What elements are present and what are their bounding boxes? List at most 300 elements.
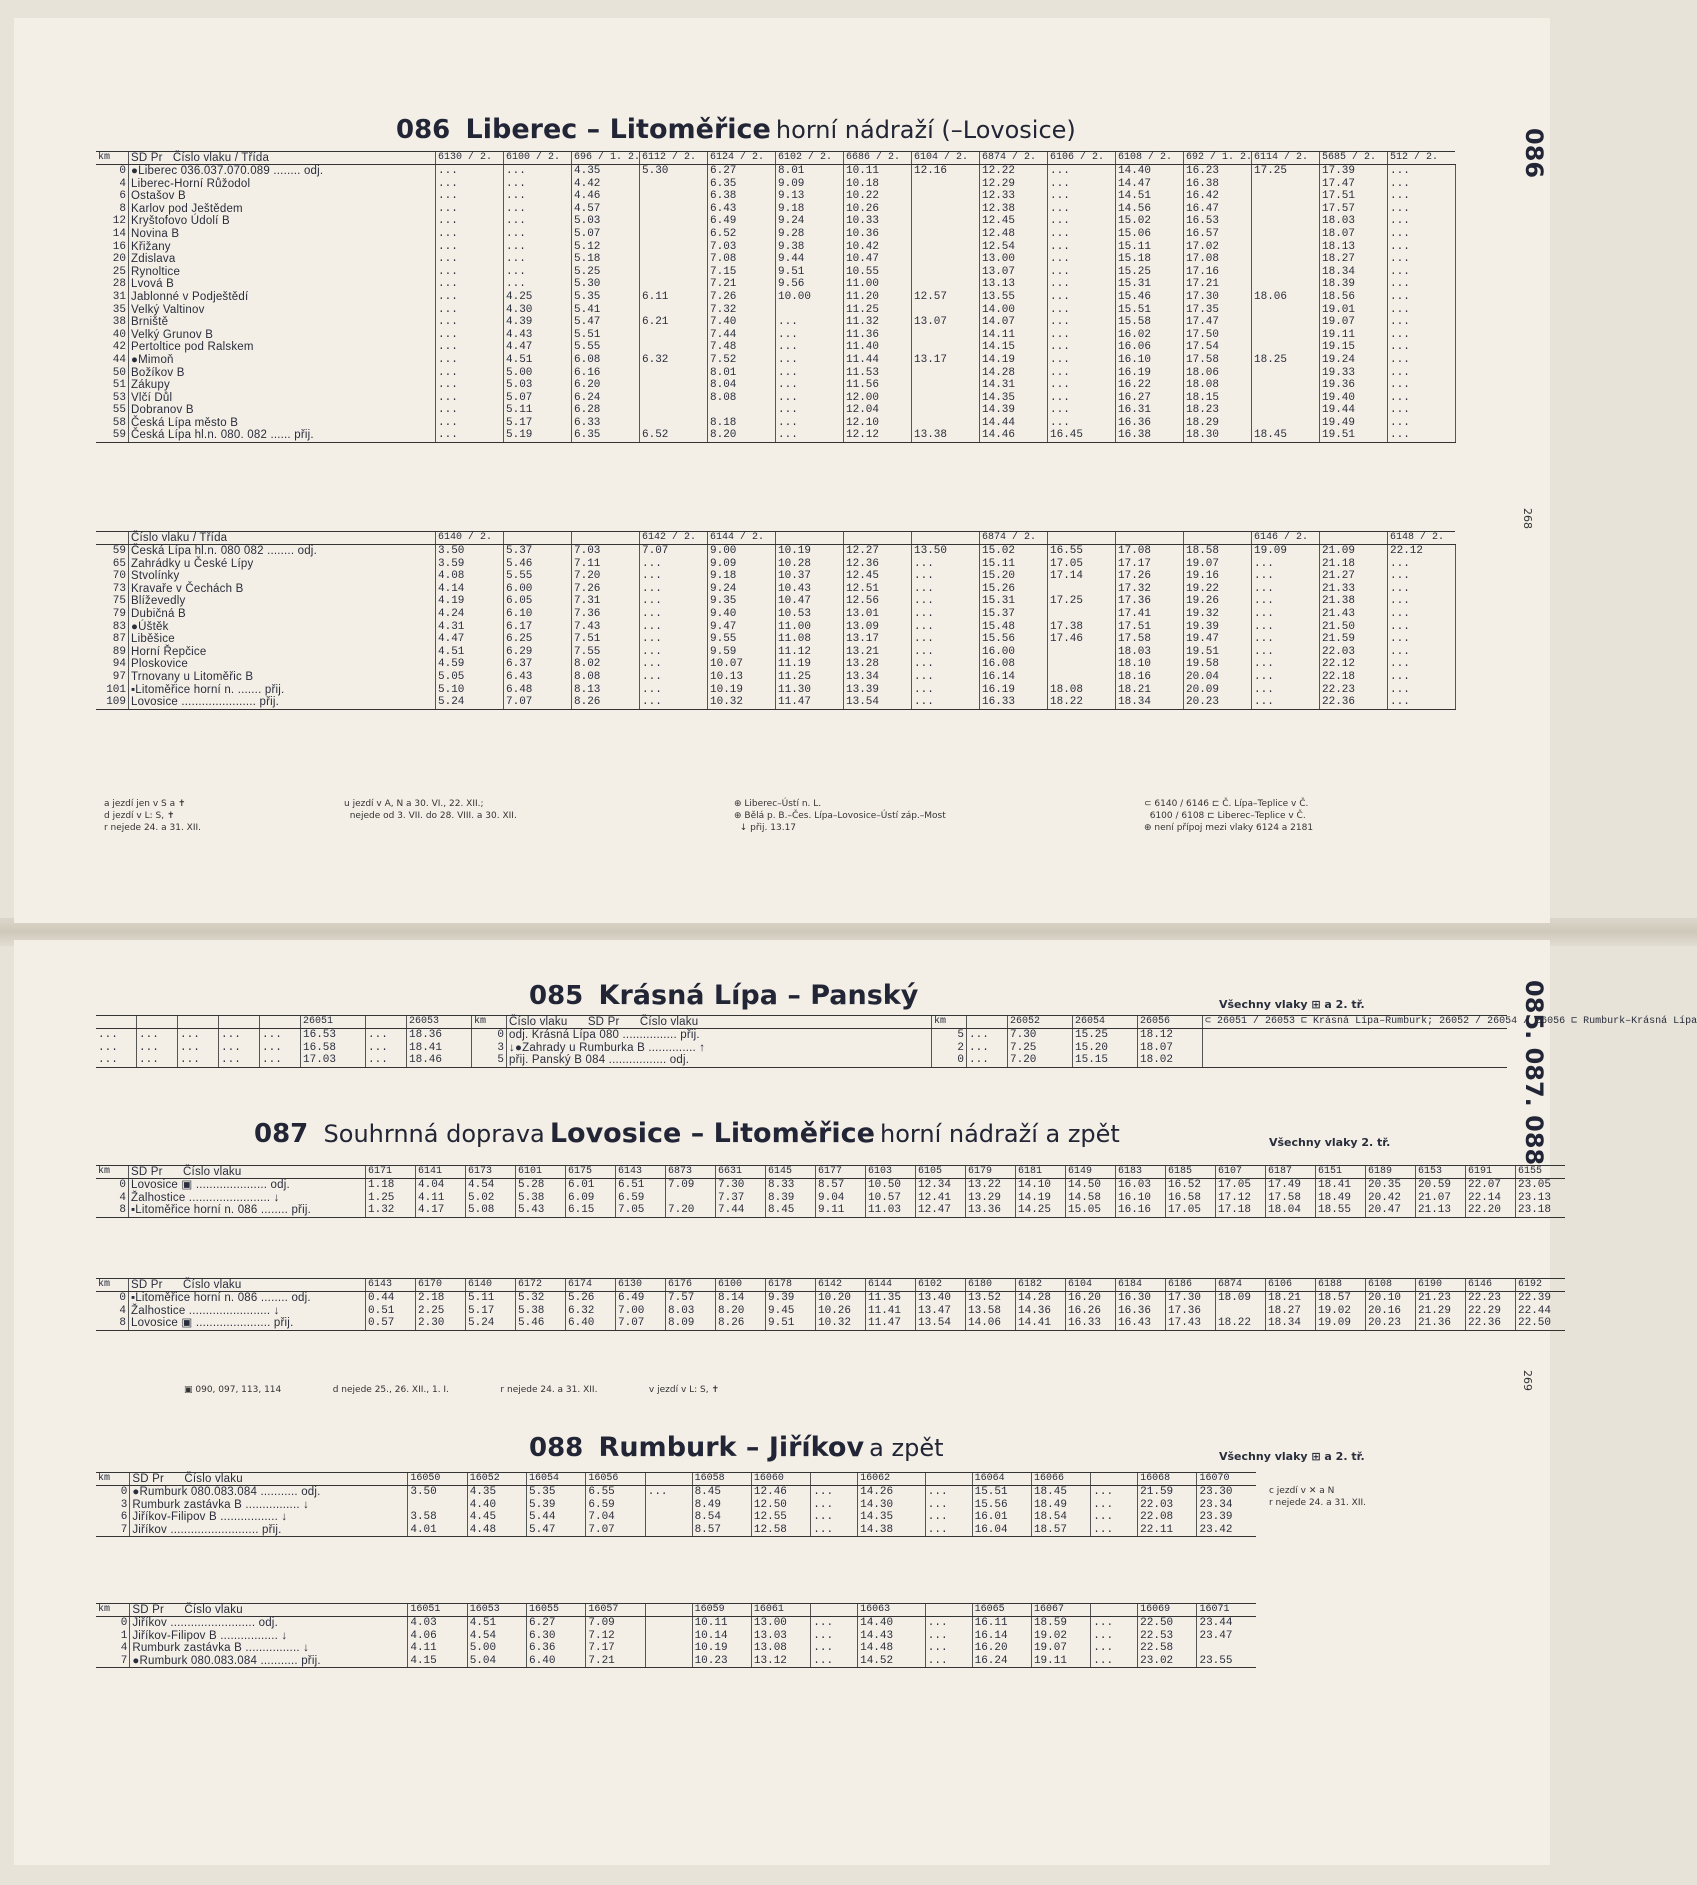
t088-km-cell: 3	[120, 1498, 128, 1511]
t086-station-name: Zákupy	[129, 379, 436, 392]
t086-time-cell: 14.46	[980, 429, 1048, 442]
t086-time-cell: 12.57	[912, 291, 980, 304]
t086-time-cell: 18.13	[1320, 241, 1388, 254]
t086-time-cell: 17.58	[1116, 633, 1184, 646]
t087-time-cell: 17.43	[1166, 1317, 1216, 1330]
t086-row	[96, 417, 1455, 430]
t087-row	[96, 1305, 1565, 1318]
t087-time-cell	[666, 1192, 716, 1205]
t086-time-cell: 15.56	[980, 633, 1048, 646]
t086-time-cell: 18.29	[1184, 417, 1252, 430]
t086-time-cell: 10.55	[844, 266, 912, 279]
t086-km-cell: 31	[112, 290, 126, 303]
t086-time-cell: 10.07	[708, 658, 776, 671]
t086-time-cell: 6.25	[504, 633, 572, 646]
t086-time-cell: ...	[1388, 671, 1456, 684]
t086-time-cell: ...	[776, 417, 844, 430]
t087-time-cell: 0.44	[366, 1292, 416, 1305]
t086-time-cell: 18.07	[1320, 228, 1388, 241]
t087-time-cell: 5.26	[566, 1292, 616, 1305]
t086-time-cell: 5.12	[572, 241, 640, 254]
t085-time-cell: 18.36	[407, 1029, 472, 1042]
t086-time-cell: ...	[640, 570, 708, 583]
t086-time-cell: ...	[1252, 696, 1320, 709]
t088-time-cell: 16.24	[972, 1655, 1031, 1668]
t085-time-cell: 16.53	[301, 1029, 366, 1042]
t086-time-cell: 9.51	[776, 266, 844, 279]
t086-time-cell: 18.45	[1252, 429, 1320, 442]
t086-time-cell: 15.02	[1116, 215, 1184, 228]
t086-time-cell: 6.52	[640, 429, 708, 442]
t087-time-cell: 7.37	[716, 1192, 766, 1205]
t087-time-cell: 11.35	[866, 1292, 916, 1305]
t087-header-cell: 6177	[816, 1166, 866, 1179]
t087-station-name: Žalhostice ........................ ↓	[129, 1192, 366, 1205]
t086-time-cell: 6.05	[504, 595, 572, 608]
t086-time-cell: 8.13	[572, 684, 640, 697]
t088-station-name: Jiříkov .......................... přij.	[130, 1524, 408, 1537]
t086-header-cell: 6142 / 2.	[640, 532, 708, 545]
t088-time-cell: 5.00	[467, 1642, 526, 1655]
t086-time-cell: 17.35	[1184, 304, 1252, 317]
t086-row	[96, 291, 1455, 304]
t088-time-cell: ...	[925, 1630, 972, 1643]
t086-time-cell: ...	[912, 658, 980, 671]
t085-km-cell: 3	[472, 1042, 507, 1055]
t086-km-cell: 83	[112, 620, 126, 633]
t088-time-cell: 4.54	[467, 1630, 526, 1643]
t086-time-cell: 12.48	[980, 228, 1048, 241]
t086-time-cell: 10.00	[776, 291, 844, 304]
t087-time-cell: 22.36	[1466, 1317, 1516, 1330]
t087-header-cell: 6142	[816, 1279, 866, 1292]
t086-time-cell: 19.44	[1320, 404, 1388, 417]
t086-time-cell: 5.51	[572, 329, 640, 342]
t085-header-cell: Číslo vlaku SD Pr Číslo vlaku	[507, 1016, 932, 1029]
t087-header-cell: 6182	[1016, 1279, 1066, 1292]
t086-header-cell: 6874 / 2.	[980, 532, 1048, 545]
t086-time-cell: ...	[1388, 203, 1456, 216]
t086-header-cell: 6144 / 2.	[708, 532, 776, 545]
t086-header-cell: 512 / 2.	[1388, 152, 1456, 165]
t086-time-cell	[1252, 379, 1320, 392]
t087-time-cell: 21.13	[1416, 1204, 1466, 1217]
t086-header-cell	[1116, 532, 1184, 545]
t086-time-cell: 9.18	[776, 203, 844, 216]
t085-header-cell	[967, 1016, 1008, 1029]
t086-time-cell: 18.16	[1116, 671, 1184, 684]
t086-time-cell: ...	[912, 621, 980, 634]
t088-header-cell: 16066	[1031, 1473, 1090, 1486]
t086-time-cell: 6.17	[504, 621, 572, 634]
t087-time-cell: 4.54	[466, 1179, 516, 1192]
t086-time-cell: ...	[1388, 633, 1456, 646]
t086-time-cell: 13.54	[844, 696, 912, 709]
t087-time-cell: 18.27	[1266, 1305, 1316, 1318]
t086-km-cell: 14	[112, 227, 126, 240]
t086-time-cell: 18.06	[1184, 367, 1252, 380]
table-087-all-trains-note: Všechny vlaky 2. tř.	[1269, 1136, 1391, 1149]
t086-station-name: Česká Lípa hl.n. 080. 082 ...... přij.	[129, 429, 436, 442]
t086-station-name: ●Mimoň	[129, 354, 436, 367]
t086-time-cell: ...	[1252, 608, 1320, 621]
t087-header-cell: 6153	[1416, 1166, 1466, 1179]
t086-time-cell: 21.50	[1320, 621, 1388, 634]
t087-station-name: ▪Litoměřice horní n. 086 ........ přij.	[129, 1204, 366, 1217]
table-086-notes-a: a jezdí jen v S a ✝ d jezdí v L: S, ✝ r nejede 24. a 31. XII.	[104, 799, 202, 833]
t086-header-cell: 6106 / 2.	[1048, 152, 1116, 165]
t087-time-cell: 19.09	[1316, 1317, 1366, 1330]
t086-time-cell: 9.35	[708, 595, 776, 608]
table-087-part1	[96, 1165, 1565, 1218]
t086-time-cell: 4.25	[504, 291, 572, 304]
t086-time-cell: 21.33	[1320, 583, 1388, 596]
t088-time-cell: 10.11	[692, 1617, 751, 1630]
t086-time-cell: 19.09	[1252, 545, 1320, 558]
t087-time-cell: 0.57	[366, 1317, 416, 1330]
t086-time-cell: 22.12	[1388, 545, 1456, 558]
t086-time-cell: 18.08	[1048, 684, 1116, 697]
t086-station-name: Lovosice ...................... přij.	[129, 696, 436, 709]
t087-time-cell: 4.11	[416, 1192, 466, 1205]
t088-header-cell: 16058	[692, 1473, 751, 1486]
t088-time-cell: 14.48	[858, 1642, 926, 1655]
t086-time-cell: 7.26	[708, 291, 776, 304]
t086-time-cell: 18.10	[1116, 658, 1184, 671]
t086-time-cell	[640, 266, 708, 279]
t086-time-cell: 13.00	[980, 253, 1048, 266]
t087-time-cell: 16.52	[1166, 1179, 1216, 1192]
t086-station-name: Horní Řepčice	[129, 646, 436, 659]
t087-header-cell: 6178	[766, 1279, 816, 1292]
t087-header-cell: km	[96, 1279, 129, 1292]
t086-time-cell: ...	[504, 253, 572, 266]
t088-header-row	[96, 1604, 1256, 1617]
t085-row	[96, 1054, 1507, 1067]
t086-time-cell: ...	[1048, 253, 1116, 266]
t085-row	[96, 1042, 1507, 1055]
t086-time-cell: 6.08	[572, 354, 640, 367]
t086-time-cell: 17.08	[1116, 545, 1184, 558]
t086-station-name: Dobranov B	[129, 404, 436, 417]
t086-time-cell	[1252, 304, 1320, 317]
t087-time-cell: 16.26	[1066, 1305, 1116, 1318]
t087-header-cell: 6104	[1066, 1279, 1116, 1292]
t086-time-cell: 16.33	[980, 696, 1048, 709]
t087-time-cell: 12.47	[916, 1204, 966, 1217]
t086-time-cell: ...	[640, 633, 708, 646]
t087-time-cell: 8.14	[716, 1292, 766, 1305]
t088-time-cell: 16.04	[972, 1524, 1031, 1537]
t086-time-cell: 5.30	[640, 165, 708, 178]
t088-time-cell: 18.54	[1031, 1511, 1090, 1524]
t087-header-cell: 6143	[366, 1279, 416, 1292]
t086-time-cell: 17.47	[1320, 178, 1388, 191]
t087-time-cell: 18.34	[1266, 1317, 1316, 1330]
t086-time-cell: ...	[1048, 417, 1116, 430]
t085-time-cell: ...	[98, 1029, 118, 1041]
t087-time-cell: 18.09	[1216, 1292, 1266, 1305]
t086-time-cell: ...	[1252, 671, 1320, 684]
t086-time-cell: ...	[1388, 329, 1456, 342]
t086-time-cell: 17.58	[1184, 354, 1252, 367]
t086-time-cell: 13.38	[912, 429, 980, 442]
t086-km-cell: 65	[112, 557, 126, 570]
t086-time-cell: 6.35	[572, 429, 640, 442]
t086-time-cell: 14.56	[1116, 203, 1184, 216]
t087-time-cell: 15.05	[1066, 1204, 1116, 1217]
t086-time-cell: 13.34	[844, 671, 912, 684]
t087-time-cell: 16.58	[1166, 1192, 1216, 1205]
t086-time-cell: 19.39	[1184, 621, 1252, 634]
t086-header-cell	[776, 532, 844, 545]
t086-time-cell: 4.30	[504, 304, 572, 317]
t088-time-cell	[645, 1511, 692, 1524]
t088-time-cell: 8.49	[692, 1499, 751, 1512]
t086-time-cell: 21.43	[1320, 608, 1388, 621]
t086-time-cell: 16.55	[1048, 545, 1116, 558]
t086-time-cell: ...	[640, 558, 708, 571]
t088-time-cell: 5.39	[527, 1499, 586, 1512]
t085-time-cell: ...	[137, 1042, 178, 1055]
t086-station-name: Zdislava	[129, 253, 436, 266]
t086-time-cell: 11.25	[776, 671, 844, 684]
t086-time-cell: 10.47	[844, 253, 912, 266]
t086-time-cell: 4.08	[436, 570, 504, 583]
t088-row	[96, 1642, 1256, 1655]
t085-time-cell: ...	[178, 1042, 219, 1055]
t086-time-cell: 5.46	[504, 558, 572, 571]
t086-time-cell: 9.40	[708, 608, 776, 621]
t086-time-cell	[912, 367, 980, 380]
t085-km-cell: 5	[472, 1054, 507, 1067]
t087-header-cell: 6187	[1266, 1166, 1316, 1179]
t086-time-cell: 18.30	[1184, 429, 1252, 442]
t085-time-cell: ...	[178, 1029, 219, 1042]
t086-time-cell: 6.16	[572, 367, 640, 380]
t086-time-cell: 6.52	[708, 228, 776, 241]
t088-time-cell	[1197, 1642, 1256, 1655]
t088-time-cell: ...	[1091, 1486, 1138, 1499]
t087-header-cell: 6143	[616, 1166, 666, 1179]
page-number-left: 268	[1521, 508, 1534, 529]
t088-time-cell: 22.53	[1138, 1630, 1197, 1643]
t086-time-cell: ...	[776, 354, 844, 367]
t087-time-cell: 6.15	[566, 1204, 616, 1217]
t086-time-cell: 8.01	[776, 165, 844, 178]
t085-time-cell: ...	[96, 1054, 137, 1067]
t085-station-name: ↓●Zahrady u Rumburka B .............. ↑	[507, 1042, 932, 1055]
t086-time-cell: 6.48	[504, 684, 572, 697]
t087-station-name: ▪Litoměřice horní n. 086 ........ odj.	[129, 1292, 366, 1305]
t088-header-cell: 16053	[467, 1604, 526, 1617]
t087-time-cell: 5.46	[516, 1317, 566, 1330]
t088-time-cell: 5.44	[527, 1511, 586, 1524]
t086-time-cell: 9.24	[776, 215, 844, 228]
t085-time-cell: 18.12	[1138, 1029, 1203, 1042]
t086-row	[96, 429, 1455, 442]
t087-time-cell: 13.54	[916, 1317, 966, 1330]
t086-time-cell: ...	[1388, 316, 1456, 329]
t086-time-cell: ...	[436, 278, 504, 291]
t086-time-cell: 17.02	[1184, 241, 1252, 254]
t086-time-cell: 16.14	[980, 671, 1048, 684]
t088-header-cell: 16050	[408, 1473, 467, 1486]
t085-time-cell: ...	[137, 1054, 178, 1067]
t085-time-cell: 18.07	[1138, 1042, 1203, 1055]
t086-time-cell: ...	[912, 583, 980, 596]
t086-time-cell: ...	[436, 215, 504, 228]
t085-time-cell: 18.41	[407, 1042, 472, 1055]
t087-time-cell: 7.57	[666, 1292, 716, 1305]
t087-time-cell: 20.10	[1366, 1292, 1416, 1305]
t086-km-cell: 94	[112, 658, 126, 671]
t086-time-cell: ...	[1388, 608, 1456, 621]
t088-time-cell: 7.09	[586, 1617, 645, 1630]
t088-time-cell: 16.11	[972, 1617, 1031, 1630]
t086-time-cell	[640, 417, 708, 430]
t088-time-cell: 16.14	[972, 1630, 1031, 1643]
t086-time-cell: ...	[1048, 379, 1116, 392]
t086-time-cell: 17.47	[1184, 316, 1252, 329]
t086-time-cell: 3.59	[436, 558, 504, 571]
t086-km-cell: 44	[112, 353, 126, 366]
t085-time-cell: 7.25	[1008, 1042, 1073, 1055]
t086-time-cell: 10.13	[708, 671, 776, 684]
t086-time-cell: 20.23	[1184, 696, 1252, 709]
t087-time-cell: 17.36	[1166, 1305, 1216, 1318]
t086-time-cell: ...	[1048, 203, 1116, 216]
t087-header-cell: 6174	[566, 1279, 616, 1292]
t088-time-cell	[645, 1630, 692, 1643]
t086-time-cell: 14.39	[980, 404, 1048, 417]
t086-time-cell: 13.21	[844, 646, 912, 659]
t086-time-cell: 18.34	[1116, 696, 1184, 709]
t088-row	[96, 1511, 1256, 1524]
t086-time-cell	[640, 392, 708, 405]
table-087-title: Lovosice – Litoměřice	[549, 1118, 875, 1149]
t088-time-cell: 14.30	[858, 1499, 926, 1512]
t086-time-cell: ...	[436, 316, 504, 329]
t088-time-cell: 18.59	[1031, 1617, 1090, 1630]
t086-time-cell: 8.08	[572, 671, 640, 684]
t086-time-cell: 15.11	[1116, 241, 1184, 254]
t087-time-cell: 22.20	[1466, 1204, 1516, 1217]
t086-time-cell: 5.10	[436, 684, 504, 697]
t086-time-cell: 16.38	[1184, 178, 1252, 191]
t086-time-cell: ...	[1252, 583, 1320, 596]
t086-time-cell: 15.25	[1116, 266, 1184, 279]
t087-time-cell: 7.44	[716, 1204, 766, 1217]
t086-time-cell: 5.03	[504, 379, 572, 392]
t086-station-name: ▪Litoměřice horní n. ....... přij.	[129, 684, 436, 697]
t086-time-cell: 17.36	[1116, 595, 1184, 608]
t086-time-cell: 10.33	[844, 215, 912, 228]
t086-time-cell: 6.37	[504, 658, 572, 671]
t086-row	[96, 646, 1455, 659]
table-087-number: 087	[254, 1119, 309, 1149]
t086-time-cell: 19.36	[1320, 379, 1388, 392]
t088-time-cell: 13.08	[751, 1642, 810, 1655]
t086-time-cell: 14.00	[980, 304, 1048, 317]
t086-time-cell	[912, 417, 980, 430]
t086-station-name: Dubičná B	[129, 608, 436, 621]
t087-time-cell: 5.32	[516, 1292, 566, 1305]
t085-km-cell: 0	[472, 1029, 507, 1042]
t086-time-cell: 4.19	[436, 595, 504, 608]
t087-time-cell: 7.00	[616, 1305, 666, 1318]
t086-km-cell: 97	[112, 670, 126, 683]
t086-time-cell	[1252, 404, 1320, 417]
t086-time-cell: ...	[640, 671, 708, 684]
t088-station-name: Rumburk zastávka B ................ ↓	[130, 1642, 408, 1655]
t087-time-cell: 18.41	[1316, 1179, 1366, 1192]
t086-time-cell: 16.53	[1184, 215, 1252, 228]
t086-km-cell: 55	[112, 404, 126, 417]
t086-time-cell: 12.22	[980, 165, 1048, 178]
t086-time-cell	[912, 379, 980, 392]
t087-row	[96, 1317, 1565, 1330]
t086-time-cell: 4.39	[504, 316, 572, 329]
t086-time-cell: 19.15	[1320, 341, 1388, 354]
t088-time-cell: 8.45	[692, 1486, 751, 1499]
t087-time-cell: 22.07	[1466, 1179, 1516, 1192]
t086-header-cell	[912, 532, 980, 545]
t087-header-cell: 6181	[1016, 1166, 1066, 1179]
t086-time-cell: ...	[776, 329, 844, 342]
t085-header-cell: km	[932, 1016, 967, 1029]
t086-km-cell: 73	[112, 582, 126, 595]
timetable-page-268	[14, 18, 1550, 923]
t086-time-cell: 17.54	[1184, 341, 1252, 354]
t087-time-cell: 9.51	[766, 1317, 816, 1330]
t086-time-cell: 12.16	[912, 165, 980, 178]
t086-time-cell: 19.01	[1320, 304, 1388, 317]
t088-time-cell	[408, 1499, 467, 1512]
t086-time-cell: ...	[640, 658, 708, 671]
t088-time-cell: 4.06	[408, 1630, 467, 1643]
t086-row	[96, 379, 1455, 392]
t086-time-cell: 4.51	[504, 354, 572, 367]
t086-time-cell: 17.05	[1048, 558, 1116, 571]
t087-header-cell: 6145	[766, 1166, 816, 1179]
t086-row	[96, 367, 1455, 380]
t085-header-cell	[137, 1016, 178, 1029]
t087-header-cell: 6188	[1316, 1279, 1366, 1292]
t088-time-cell: 16.20	[972, 1642, 1031, 1655]
t088-time-cell: 18.45	[1031, 1486, 1090, 1499]
t086-time-cell: 19.47	[1184, 633, 1252, 646]
t085-time-cell	[1203, 1054, 1508, 1067]
t085-time-cell: ...	[178, 1054, 219, 1067]
t088-time-cell: 5.47	[527, 1524, 586, 1537]
t087-time-cell: 7.20	[666, 1204, 716, 1217]
t087-time-cell: 16.03	[1116, 1179, 1166, 1192]
t088-time-cell: 21.59	[1138, 1486, 1197, 1499]
t086-row	[96, 241, 1455, 254]
t087-time-cell: 14.19	[1016, 1192, 1066, 1205]
t086-time-cell	[640, 253, 708, 266]
t086-row	[96, 684, 1455, 697]
t086-time-cell	[708, 404, 776, 417]
t086-time-cell: ...	[1388, 304, 1456, 317]
table-088-legend: c jezdí v ✕ a N r nejede 24. a 31. XII.	[1269, 1486, 1367, 1508]
t086-header-cell: 6112 / 2.	[640, 152, 708, 165]
t086-time-cell	[912, 404, 980, 417]
t088-time-cell: 19.02	[1031, 1630, 1090, 1643]
t086-time-cell: 11.56	[844, 379, 912, 392]
table-088-title: Rumburk – Jiříkov	[598, 1432, 865, 1463]
